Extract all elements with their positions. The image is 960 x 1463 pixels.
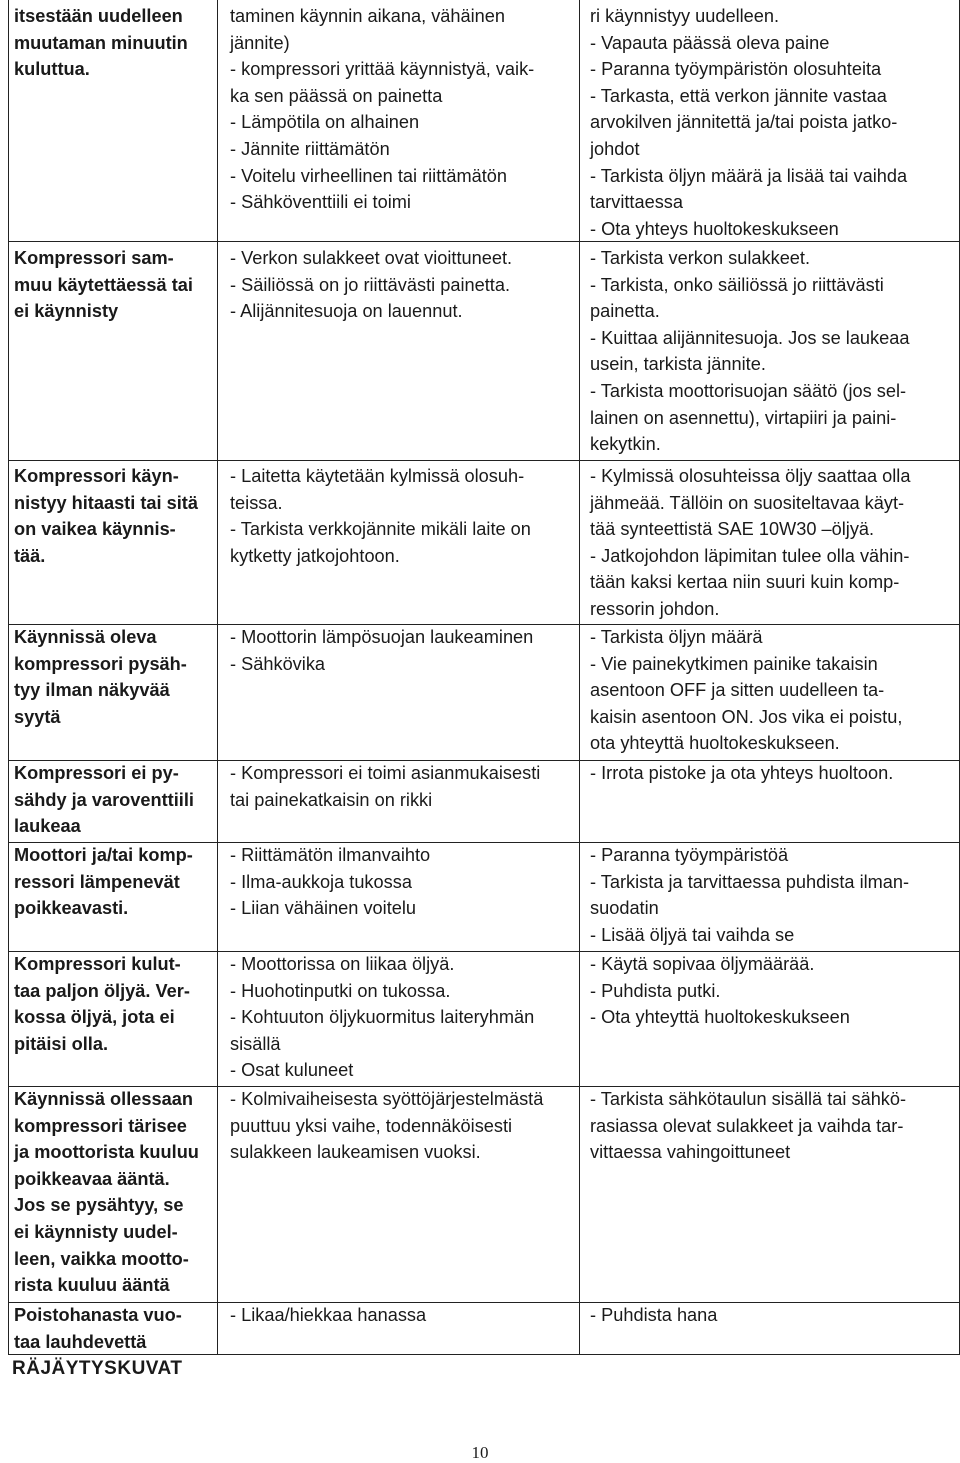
section-heading: RÄJÄYTYSKUVAT [12,1358,183,1379]
table-cell-remedy: - Irrota pistoke ja ota yhteys huoltoon. [590,763,894,783]
table-cell-problem: itsestään uudelleen muutaman minuutin kuluttua. [14,6,188,80]
table-cell-remedy: - Paranna työympäristöä - Tarkista ja tarvittaessa puhdista ilman- suodatin - Lisää öljyä tai vaihda se [590,845,910,945]
table-cell-problem: Kompressori kulut- taa paljon öljyä. Ver- kossa öljyä, jota ei pitäisi olla. [14,954,190,1054]
table-cell-remedy: - Puhdista hana [590,1305,718,1325]
table-cell-problem: Kompressori ei py- sähdy ja varoventtiili laukeaa [14,763,194,837]
table-cell-problem: Moottori ja/tai komp- ressori lämpenevät poikkeavasti. [14,845,193,919]
page-number: 10 [471,1443,489,1462]
table-cell-remedy: - Tarkista öljyn määrä - Vie painekytkimen painike takaisin asentoon OFF ja sitten uudelleen ta- kaisin asentoon ON. Jos vika ei poistu, ota yhteyttä huoltokeskukseen. [590,627,903,754]
table-cell-remedy: ri käynnistyy uudelleen. - Vapauta päässä oleva paine - Paranna työympäristön olosuhteita - Tarkasta, että verkon jännite vastaa arvokilven jännitettä ja/tai poista jatko- johdot - Tarkista öljyn määrä ja lisää tai vaihda tarvittaessa - Ota yhteys huoltokeskukseen [590,6,908,239]
table-cell-problem: Käynnissä oleva kompressori pysäh- tyy ilman näkyvää syytä [14,627,187,727]
table-cell-remedy: - Tarkista verkon sulakkeet. - Tarkista, onko säiliössä jo riittävästi painetta. - Kuittaa alijännitesuoja. Jos se laukeaa usein, tarkista jännite. - Tarkista moottorisuojan säätö (jos sel- lainen on asennettu), virtapiiri ja paini- kekytkin. [590,248,910,455]
row-divider [8,460,960,461]
table-cell-cause: taminen käynnin aikana, vähäinen jännite) - kompressori yrittää käynnistyä, vaik- ka sen päässä on painetta - Lämpötila on alhainen - Jännite riittämätön - Voitelu virheellinen tai riittämätön - Sähköventtiili ei toimi [230,6,535,213]
table-cell-cause: - Riittämätön ilmanvaihto - Ilma-aukkoja tukossa - Liian vähäinen voitelu [230,845,431,919]
table-cell-cause: - Kolmivaiheisesta syöttöjärjestelmästä puuttuu yksi vaihe, todennäköisesti sulakkeen laukeamisen vuoksi. [230,1089,544,1163]
table-cell-cause: - Verkon sulakkeet ovat vioittuneet. - Säiliössä on jo riittävästi painetta. - Alijännitesuoja on lauennut. [230,248,513,322]
table-border-left [8,0,9,1355]
table-cell-problem: Käynnissä ollessaan kompressori tärisee ja moottorista kuuluu poikkeavaa ääntä. Jos se pysähtyy, se ei käynnisty uudel- leen, vaikka mootto- rista kuuluu ääntä [14,1089,199,1296]
table-cell-cause: - Moottorin lämpösuojan laukeaminen - Sähkövika [230,627,534,674]
table-column-divider-2 [579,0,580,1355]
table-cell-remedy: - Käytä sopivaa öljymäärää. - Puhdista putki. - Ota yhteyttä huoltokeskukseen [590,954,850,1028]
table-cell-cause: - Moottorissa on liikaa öljyä. - Huohotinputki on tukossa. - Kohtuuton öljykuormitus laiteryhmän sisällä - Osat kuluneet [230,954,535,1081]
table-cell-cause: - Laitetta käytetään kylmissä olosuh- teissa. - Tarkista verkkojännite mikäli laite on kytketty jatkojohtoon. [230,466,531,566]
table-cell-cause: - Likaa/hiekkaa hanassa [230,1305,427,1325]
table-cell-remedy: - Tarkista sähkötaulun sisällä tai sähkö- rasiassa olevat sulakkeet ja vaihda tar- vittaessa vahingoittuneet [590,1089,907,1163]
table-cell-cause: - Kompressori ei toimi asianmukaisesti tai painekatkaisin on rikki [230,763,541,810]
table-cell-problem: Kompressori käyn- nistyy hitaasti tai sitä on vaikea käynnis- tää. [14,466,198,566]
table-cell-problem: Poistohanasta vuo- taa lauhdevettä [14,1305,182,1352]
table-cell-remedy: - Kylmissä olosuhteissa öljy saattaa olla jähmeää. Tällöin on suositeltavaa käyt- tää synteettistä SAE 10W30 –öljyä. - Jatkojohdon läpimitan tulee olla vähin- tään kaksi kertaa niin suuri kuin komp- ressorin johdon. [590,466,911,619]
table-cell-problem: Kompressori sam- muu käytettäessä tai ei käynnisty [14,248,193,322]
